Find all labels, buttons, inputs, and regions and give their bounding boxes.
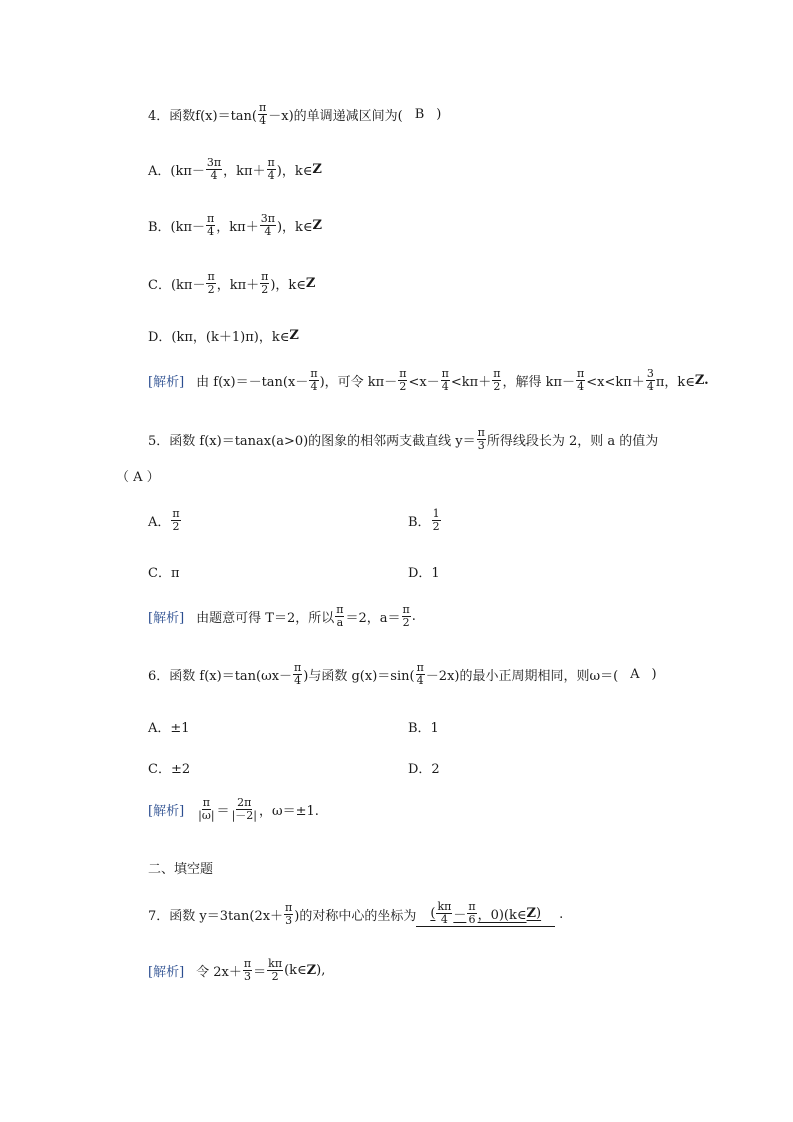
fraction: $\frac{k\pi}{2}$ xyxy=(268,957,283,983)
q6-option-d: D．2 xyxy=(408,762,440,777)
explanation-tag: [解析] xyxy=(148,804,185,819)
answer-letter: A xyxy=(630,667,640,682)
fraction: $\frac{\pi}{2}$ xyxy=(402,603,410,629)
fraction: $\frac{\pi}{2}$ xyxy=(399,367,407,393)
fraction: $\frac{\pi}{4}$ xyxy=(416,661,424,687)
q5-option-d: D．1 xyxy=(408,566,440,581)
fraction: $\frac{\pi}{3}$ xyxy=(285,900,293,927)
fraction: $\frac{\pi}{4}$ xyxy=(577,367,585,393)
fraction: $\frac{\pi}{4}$ xyxy=(267,156,275,182)
q4-option-c: C．(kπ－ $\frac{\pi}{2}$ ，kπ＋ $\frac{\pi}{2}$ )，k∈ Z xyxy=(148,270,316,296)
fraction: $\frac{\pi}{2}$ xyxy=(207,270,215,296)
q6-option-b: B．1 xyxy=(408,721,439,736)
fraction: $\frac{\pi}{a}$ xyxy=(336,603,344,629)
explanation-tag: [解析] xyxy=(148,611,185,626)
fraction: $\frac{k\pi}{4}$ xyxy=(437,900,452,926)
q6-explanation: [解析] $\frac{\pi}{|\omega|}$ ＝ $\frac{2\pi}{|-2|}$ ，ω＝±1. xyxy=(148,796,319,822)
q5-explanation: [解析] 由题意可得 T＝2，所以 $\frac{\pi}{a}$ ＝2，a＝ $\frac{\pi}{2}$ . xyxy=(148,603,416,629)
fraction: $\frac{\pi}{3}$ xyxy=(477,426,485,452)
section-heading: 二、填空题 xyxy=(148,862,214,877)
fraction: $\frac{\pi}{4}$ xyxy=(294,661,302,687)
q7-stem: 7．函数 y＝3tan(2x＋ $\frac{\pi}{3}$ )的对称中心的坐标为 ( $\frac{k\pi}{4}$ － $\frac{\pi}{6}$ ，0)(k∈ Z ) . xyxy=(148,900,564,927)
q5-stem: 5．函数 f(x)＝tanax(a>0)的图象的相邻两支截直线 y＝ $\frac{\pi}{3}$ 所得线段长为 2，则 a 的值为 xyxy=(148,426,659,452)
q6-option-a: A．±1 xyxy=(148,721,190,736)
fraction: $\frac{\pi}{4}$ xyxy=(310,367,318,393)
q5-option-b: B． $\frac{1}{2}$ xyxy=(408,507,440,533)
explanation-tag: [解析] xyxy=(148,965,185,980)
fraction: $\frac{\pi}{2}$ xyxy=(493,367,501,393)
fraction: $\frac{\pi}{2}$ xyxy=(172,507,180,533)
fraction: $\frac{\pi}{4}$ xyxy=(441,367,449,393)
q5-answer-line: （ A ） xyxy=(116,470,160,485)
q7-explanation: [解析] 令 2x＋ $\frac{\pi}{3}$ ＝ $\frac{k\pi}{2}$ (k∈ Z ), xyxy=(148,957,326,983)
q5-option-a: A． $\frac{\pi}{2}$ xyxy=(148,507,180,533)
fraction: $\frac{1}{2}$ xyxy=(432,507,440,533)
fraction: $\frac{\pi}{4}$ xyxy=(207,212,215,238)
explanation-tag: [解析] xyxy=(148,375,185,390)
answer-letter: B xyxy=(414,107,425,122)
q6-option-c: C．±2 xyxy=(148,762,191,777)
fraction: $\frac{\pi}{3}$ xyxy=(243,957,252,983)
q6-stem: 6．函数 f(x)＝tan(ωx－ $\frac{\pi}{4}$ )与函数 g(x)＝sin( $\frac{\pi}{4}$ －2x)的最小正周期相同，则ω＝( A ) xyxy=(148,661,657,687)
q4-option-d: D．(kπ，(k＋1)π)，k∈ Z xyxy=(148,328,299,345)
q5-option-c: C．π xyxy=(148,566,180,581)
fraction: $\frac{3\pi}{4}$ xyxy=(260,212,275,238)
q4-option-b: B．(kπ－ $\frac{\pi}{4}$ ，kπ＋ $\frac{3\pi}{4}$ )，k∈ Z xyxy=(148,212,323,238)
fraction: $\frac{3\pi}{4}$ xyxy=(206,156,222,182)
q4-explanation: [解析] 由 f(x)＝－tan(x－ $\frac{\pi}{4}$ )，可令 kπ－ $\frac{\pi}{2}$ <x－ $\frac{\pi}{4}$ <kπ＋ $\frac{\pi}{2}$ ，解得 kπ－ $\frac{\pi}{4}$ <x<kπ＋ $\frac{3}{4}$ π，k∈ Z. xyxy=(148,367,709,393)
fraction: $\frac{\pi}{|\omega|}$ xyxy=(198,796,215,822)
fraction: $\frac{\pi}{4}$ xyxy=(259,101,267,127)
answer-blank: ( $\frac{k\pi}{4}$ － $\frac{\pi}{6}$ ，0)(k∈ Z ) xyxy=(416,901,555,927)
fraction: $\frac{3}{4}$ xyxy=(646,367,654,393)
q4-stem: 4．函数 f(x)＝tan( $\frac{\pi}{4}$ －x)的单调递减区间为( B ) xyxy=(148,101,442,127)
fraction: $\frac{2\pi}{|-2|}$ xyxy=(231,796,257,822)
q4-option-a: A．(kπ－ $\frac{3\pi}{4}$ ，kπ＋ $\frac{\pi}{4}$ )，k∈ Z xyxy=(148,156,322,182)
fraction: $\frac{\pi}{2}$ xyxy=(261,270,269,296)
fraction: $\frac{\pi}{6}$ xyxy=(468,900,476,926)
